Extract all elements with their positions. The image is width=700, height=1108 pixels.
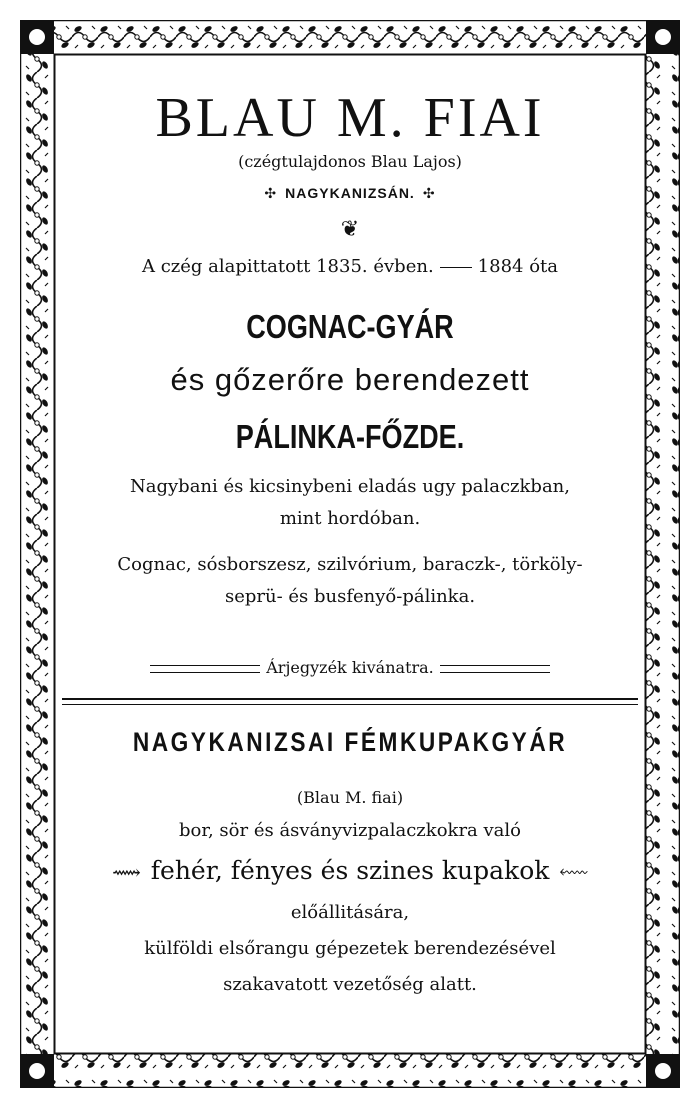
manufacture-line: előállitására, xyxy=(290,902,410,923)
leaf-ornament-icon: ❦ xyxy=(340,217,360,242)
company-title: BLAU M. FIAI xyxy=(155,87,545,149)
caps-line xyxy=(74,856,626,887)
supervision-line: szakavatott vezetőség alatt. xyxy=(223,974,477,995)
company-city xyxy=(74,184,626,202)
ornament-left-icon: ✣ xyxy=(264,185,278,201)
cognac-heading: COGNAC-GYÁR xyxy=(246,308,454,345)
price-list-line xyxy=(74,658,626,678)
dash-divider xyxy=(440,267,472,268)
wholesale-line-1: Nagybani és kicsinybeni eladás ugy palaczkban, xyxy=(130,476,570,497)
metal-subtitle: (Blau M. fiai) xyxy=(296,788,404,807)
section-divider xyxy=(62,698,638,705)
metal-title: NAGYKANIZSAI FÉMKUPAKGYÁR xyxy=(132,727,568,757)
arrow-left-icon: ⟿ xyxy=(112,860,141,884)
rule-right xyxy=(440,665,550,673)
caps-text: fehér, fényes és szines kupakok xyxy=(150,856,550,885)
founded-text: A czég alapittatott 1835. évben. xyxy=(141,256,434,277)
price-list-text: Árjegyzék kivánatra. xyxy=(266,658,434,677)
products-line-2: seprü- és busfenyő-pálinka. xyxy=(224,586,476,607)
distillery-heading: PÁLINKA-FŐZDE. xyxy=(235,418,465,455)
city-label: NAGYKANIZSÁN. xyxy=(285,185,415,201)
advertisement-content xyxy=(74,72,626,1032)
wholesale-line-2: mint hordóban. xyxy=(279,508,421,529)
since-text: 1884 óta xyxy=(477,256,559,277)
rule-left xyxy=(150,665,260,673)
products-line-1: Cognac, sósborszesz, szilvórium, baraczk-, törköly- xyxy=(117,554,583,575)
founded-line xyxy=(74,256,626,278)
company-owner: (czégtulajdonos Blau Lajos) xyxy=(238,152,462,171)
ornament-right-icon: ✣ xyxy=(422,185,436,201)
steam-line: és gőzerőre berendezett xyxy=(170,362,530,397)
arrow-right-icon: ⬳ xyxy=(559,860,588,884)
machines-line: külföldi elsőrangu gépezetek berendezésével xyxy=(144,938,556,959)
bottle-line: bor, sör és ásványvizpalaczkokra való xyxy=(179,820,521,841)
